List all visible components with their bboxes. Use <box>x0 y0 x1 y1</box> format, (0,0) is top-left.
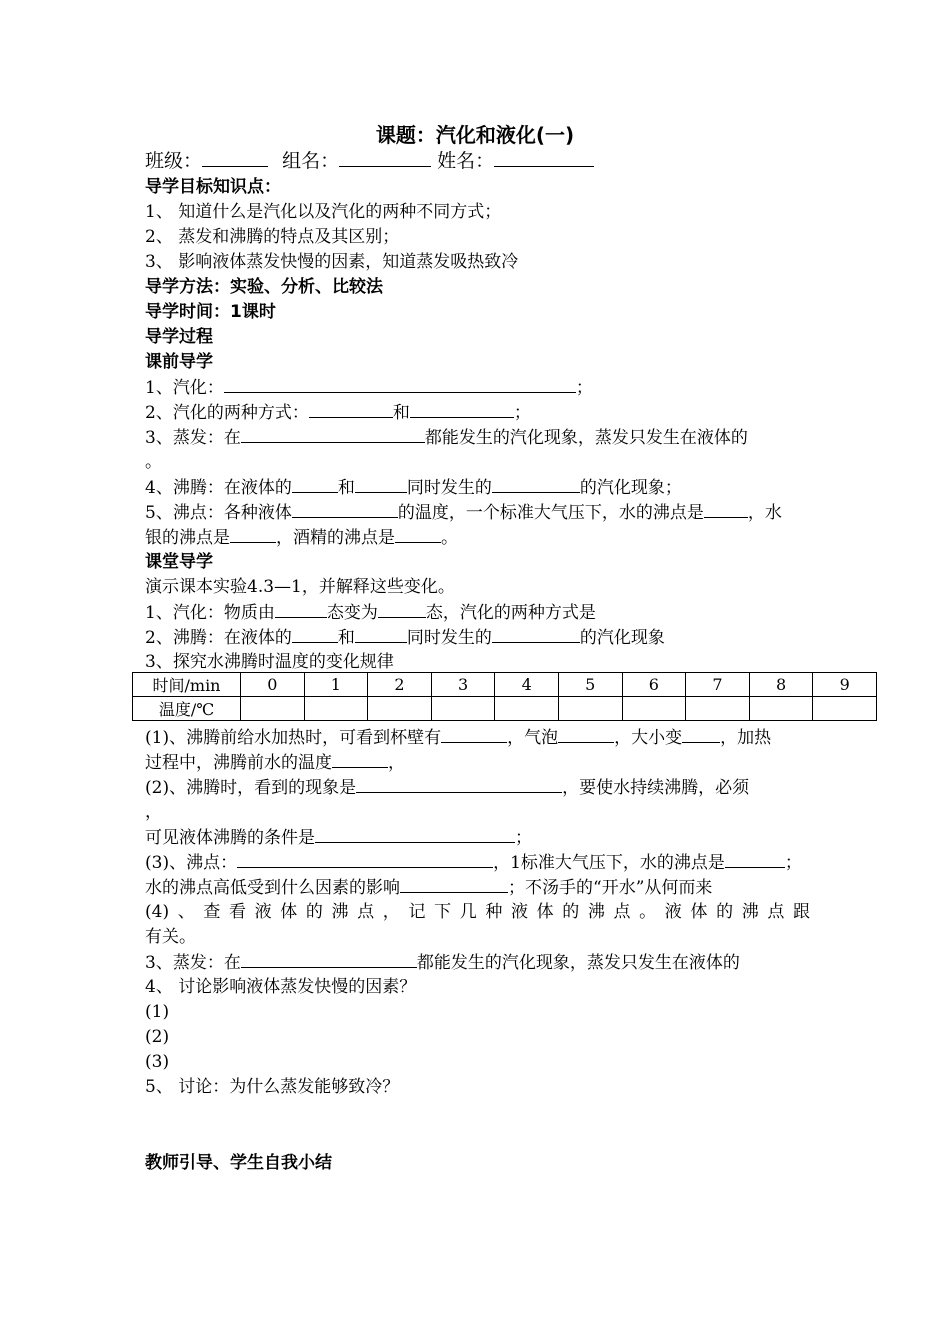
class-q2-blank-1[interactable] <box>292 625 338 643</box>
question-p4: (4)、查看液体的沸点，记下几种液体的沸点。液体的沸点跟 <box>145 902 810 922</box>
discussion-4: 4、 讨论影响液体蒸发快慢的因素？ <box>145 977 417 997</box>
pre-q2-end: ； <box>513 403 531 423</box>
pre-q5-end: 。 <box>441 528 458 548</box>
time-cell: 7 <box>686 673 750 697</box>
question-p2-comma: ， <box>145 802 162 822</box>
group-blank[interactable] <box>339 149 431 167</box>
pre-q1-end: ； <box>575 378 593 398</box>
temperature-cell[interactable] <box>241 697 305 721</box>
temperature-cell[interactable] <box>368 697 432 721</box>
time-cell: 0 <box>241 673 305 697</box>
class-q1-blank-2[interactable] <box>378 600 426 618</box>
pre-question-4 <box>145 475 810 501</box>
p1-blank-4[interactable] <box>332 750 388 768</box>
process-heading: 导学过程 <box>145 327 213 347</box>
time-cell: 1 <box>304 673 368 697</box>
p3-text-2: ，1标准大气压下，水的沸点是 <box>493 853 725 873</box>
p3-blank-3[interactable] <box>400 875 508 893</box>
p1-text: (1)、沸腾前给水加热时，可看到杯壁有 <box>145 728 442 748</box>
pre-q4-blank-2[interactable] <box>355 475 407 493</box>
temperature-row-header: 温度/℃ <box>133 697 241 721</box>
pre-q3-text-2: 都能发生的汽化现象，蒸发只发生在液体的 <box>424 428 748 448</box>
pre-q4-and: 和 <box>337 478 355 498</box>
discussion-4-item: (3) <box>145 1052 170 1072</box>
time-cell: 6 <box>622 673 686 697</box>
temperature-cell[interactable] <box>686 697 750 721</box>
p2-blank-1[interactable] <box>356 775 562 793</box>
time-row <box>133 673 877 697</box>
group-label: 组名： <box>282 150 340 172</box>
pre-question-5-cont <box>145 525 810 551</box>
pre-q2-blank-2[interactable] <box>410 400 514 418</box>
e3-text-2: 都能发生的汽化现象，蒸发只发生在液体的 <box>416 953 740 973</box>
pre-q2-blank-1[interactable] <box>309 400 393 418</box>
temperature-cell[interactable] <box>304 697 368 721</box>
objective-item: 3、 影响液体蒸发快慢的因素，知道蒸发吸热致冷 <box>145 252 519 272</box>
pre-q2-text: 2、汽化的两种方式： <box>145 403 309 423</box>
boiling-data-table <box>132 672 877 721</box>
p2-text: (2)、沸腾时，看到的现象是 <box>145 778 357 798</box>
pre-q5-blank-3[interactable] <box>230 525 276 543</box>
class-q1-blank-1[interactable] <box>275 600 327 618</box>
p3-blank-2[interactable] <box>725 850 785 868</box>
time-line: 导学时间：1课时 <box>145 302 276 322</box>
pre-q4-text-2: 同时发生的 <box>406 478 492 498</box>
class-q2-text: 2、沸腾：在液体的 <box>145 628 292 648</box>
pre-q5-text-4: 银的沸点是 <box>145 528 230 548</box>
p3-blank-1[interactable] <box>237 850 493 868</box>
pre-q5-text-2: 的温度，一个标准大气压下，水的沸点是 <box>397 503 704 523</box>
class-q2-blank-3[interactable] <box>492 625 580 643</box>
pre-q4-blank-3[interactable] <box>492 475 580 493</box>
time-cell: 8 <box>749 673 813 697</box>
question-p3 <box>145 850 810 876</box>
in-class-heading: 课堂导学 <box>145 552 213 572</box>
name-label: 姓名： <box>437 150 495 172</box>
pre-q5-blank-2[interactable] <box>704 500 748 518</box>
objective-item: 2、 蒸发和沸腾的特点及其区别； <box>145 227 400 247</box>
p2-text-2: ，要使水持续沸腾，必须 <box>562 778 750 798</box>
p3-end: ； <box>784 853 802 873</box>
objectives-heading: 导学目标知识点： <box>145 177 281 197</box>
class-q1-text-2: 态变为 <box>326 603 378 623</box>
pre-q2-and: 和 <box>392 403 410 423</box>
pre-question-5 <box>145 500 810 526</box>
question-p1 <box>145 725 810 751</box>
pre-q5-text-3: ，水 <box>747 503 782 523</box>
pre-question-3-end: 。 <box>145 452 162 472</box>
temperature-cell[interactable] <box>813 697 877 721</box>
pre-question-3 <box>145 425 810 451</box>
summary-heading: 教师引导、学生自我小结 <box>145 1153 332 1173</box>
p2-blank-2[interactable] <box>315 825 515 843</box>
class-question-3: 3、探究水沸腾时温度的变化规律 <box>145 652 394 672</box>
pre-q4-text: 4、沸腾：在液体的 <box>145 478 292 498</box>
question-p4-cont: 有关。 <box>145 927 196 947</box>
pre-q4-blank-1[interactable] <box>292 475 338 493</box>
class-q2-end: 的汽化现象 <box>579 628 665 648</box>
class-q1-text: 1、汽化：物质由 <box>145 603 275 623</box>
p3-text-4: ；不汤手的“开水”从何而来 <box>508 878 713 898</box>
pre-question-1 <box>145 375 810 401</box>
pre-q5-text-5: ，酒精的沸点是 <box>276 528 395 548</box>
e3-blank[interactable] <box>241 950 417 968</box>
pre-q5-blank-4[interactable] <box>395 525 441 543</box>
p2-end: ； <box>515 828 532 848</box>
page-title: 课题：汽化和液化(一) <box>375 123 575 147</box>
class-question-2 <box>145 625 810 651</box>
temperature-cell[interactable] <box>622 697 686 721</box>
class-blank[interactable] <box>202 149 268 167</box>
temperature-cell[interactable] <box>749 697 813 721</box>
p1-blank-1[interactable] <box>441 725 507 743</box>
objective-item: 1、 知道什么是汽化以及汽化的两种不同方式； <box>145 202 502 222</box>
time-cell: 9 <box>813 673 877 697</box>
e3-text: 3、蒸发：在 <box>145 953 241 973</box>
time-cell: 2 <box>368 673 432 697</box>
discussion-4-item: (2) <box>145 1027 170 1047</box>
pre-q1-blank[interactable] <box>224 375 576 393</box>
p1-end: ， <box>388 753 405 773</box>
p2-text-3: 可见液体沸腾的条件是 <box>145 828 315 848</box>
question-evaporation <box>145 950 810 976</box>
pre-q5-blank-1[interactable] <box>292 500 398 518</box>
class-q1-text-3: 态，汽化的两种方式是 <box>425 603 596 623</box>
p1-text-4: ，加热 <box>720 728 772 748</box>
question-p1-cont <box>145 750 810 776</box>
question-p2 <box>145 775 810 801</box>
pre-question-2 <box>145 400 810 426</box>
method-line: 导学方法：实验、分析、比较法 <box>145 277 383 297</box>
discussion-5: 5、 讨论：为什么蒸发能够致冷？ <box>145 1077 400 1097</box>
pre-q4-end: 的汽化现象； <box>579 478 682 498</box>
temperature-cell[interactable] <box>495 697 559 721</box>
question-p2-cont <box>145 825 810 851</box>
p3-text: (3)、沸点： <box>145 853 238 873</box>
time-cell: 4 <box>495 673 559 697</box>
class-question-1 <box>145 600 810 626</box>
temperature-row <box>133 697 877 721</box>
p1-text-2: ，气泡 <box>507 728 559 748</box>
student-info-line <box>145 149 810 174</box>
time-row-header: 时间/min <box>133 673 241 697</box>
pre-q1-text: 1、汽化： <box>145 378 224 398</box>
pre-q3-text: 3、蒸发：在 <box>145 428 241 448</box>
demo-line: 演示课本实验4.3—1，并解释这些变化。 <box>145 577 455 597</box>
pre-class-heading: 课前导学 <box>145 352 213 372</box>
time-cell: 5 <box>558 673 622 697</box>
p3-text-3: 水的沸点高低受到什么因素的影响 <box>145 878 400 898</box>
pre-q5-text: 5、沸点：各种液体 <box>145 503 292 523</box>
p1-blank-3[interactable] <box>682 725 720 743</box>
discussion-4-item: (1) <box>145 1002 170 1022</box>
class-q2-and: 和 <box>337 628 355 648</box>
question-p3-cont <box>145 875 810 901</box>
class-q2-text-2: 同时发生的 <box>406 628 492 648</box>
p1-text-3: ，大小变 <box>614 728 683 748</box>
temperature-cell[interactable] <box>558 697 622 721</box>
class-label: 班级： <box>145 150 203 172</box>
pre-q3-blank[interactable] <box>241 425 425 443</box>
p1-blank-2[interactable] <box>558 725 614 743</box>
time-cell: 3 <box>431 673 495 697</box>
p1-text-5: 过程中，沸腾前水的温度 <box>145 753 332 773</box>
temperature-cell[interactable] <box>431 697 495 721</box>
class-q2-blank-2[interactable] <box>355 625 407 643</box>
name-blank[interactable] <box>494 149 594 167</box>
